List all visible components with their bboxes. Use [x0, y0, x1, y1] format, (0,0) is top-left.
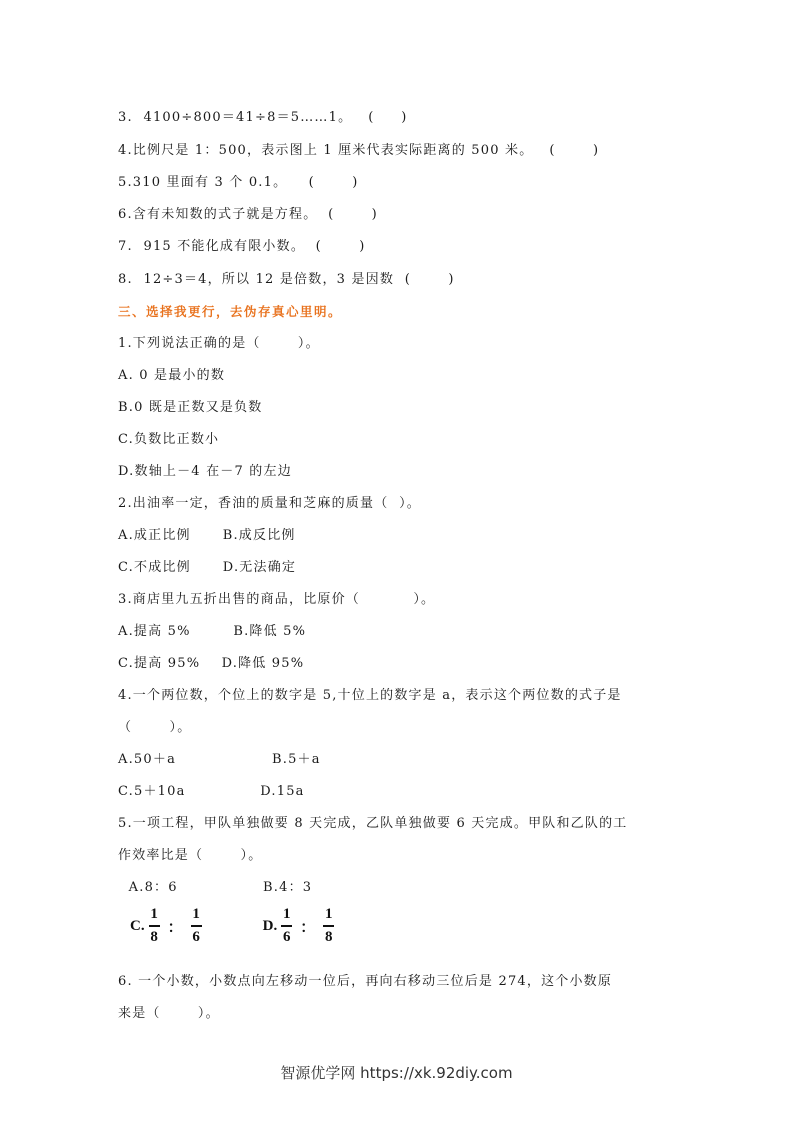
question-1: 1.下列说法正确的是（ ）。 — [118, 336, 320, 351]
ratio-colon: ： — [167, 919, 183, 936]
q5-d-denominator-1: 6 — [282, 929, 291, 945]
q5-option-c-label: C. — [130, 917, 145, 934]
fraction-bar — [323, 925, 334, 927]
question-4-line2: （ ）。 — [118, 720, 192, 735]
q5-c-denominator-1: 8 — [150, 929, 158, 945]
section-title: 三、选择我更行，去伪存真心里明。 — [118, 304, 343, 319]
q5-option-d-label: D. — [262, 917, 278, 934]
q5-d-denominator-2: 8 — [324, 929, 333, 945]
fraction-bar — [149, 925, 160, 927]
judgement-item-7: 7. 915 不能化成有限小数。 ( ) — [118, 239, 366, 254]
q1-option-b: B.0 既是正数又是负数 — [118, 400, 263, 415]
q4-options-ab: A.50＋a B.5＋a — [118, 752, 321, 767]
q1-option-a: A. 0 是最小的数 — [118, 368, 226, 383]
q5-d-numerator-1: 1 — [282, 906, 291, 922]
q2-options-cd: C.不成比例 D.无法确定 — [118, 560, 297, 575]
q5-c-denominator-2: 6 — [192, 929, 200, 945]
judgement-item-3: 3. 4100÷800＝41÷8＝5……1。 ( ) — [118, 110, 408, 125]
question-5-line1: 5.一项工程，甲队单独做要 8 天完成，乙队单独做要 6 天完成。甲队和乙队的工 — [118, 816, 628, 831]
q3-options-cd: C.提高 95% D.降低 95% — [118, 656, 305, 671]
question-6-line1: 6. 一个小数，小数点向左移动一位后，再向右移动三位后是 274，这个小数原 — [118, 974, 613, 989]
q5-d-fraction-2 — [323, 906, 334, 946]
question-5-line2: 作效率比是（ ）。 — [118, 848, 263, 863]
judgement-item-5: 5.310 里面有 3 个 0.1。 ( ) — [118, 175, 359, 190]
q3-options-ab: A.提高 5% B.降低 5% — [118, 624, 307, 639]
q5-d-numerator-2: 1 — [324, 906, 333, 922]
judgement-item-4: 4.比例尺是 1：500，表示图上 1 厘米代表实际距离的 500 米。 ( ) — [118, 143, 600, 158]
judgement-item-8: 8. 12÷3＝4，所以 12 是倍数，3 是因数 ( ) — [118, 272, 455, 287]
ratio-colon: ： — [300, 919, 316, 936]
judgement-item-6: 6.含有未知数的式子就是方程。 ( ) — [118, 207, 378, 222]
question-3: 3.商店里九五折出售的商品，比原价（ ）。 — [118, 592, 436, 607]
q1-option-d: D.数轴上－4 在－7 的左边 — [118, 464, 292, 479]
question-6-line2: 来是（ ）。 — [118, 1006, 220, 1021]
q5-c-numerator-2: 1 — [192, 906, 200, 922]
fraction-bar — [191, 925, 202, 927]
q5-c-fraction-1 — [149, 906, 160, 946]
q5-c-fraction-2 — [191, 906, 202, 946]
fraction-bar — [281, 925, 292, 927]
question-4-line1: 4.一个两位数，个位上的数字是 5,十位上的数字是 a，表示这个两位数的式子是 — [118, 688, 622, 703]
q5-options-ab: A.8：6 B.4：3 — [118, 880, 313, 895]
q5-c-numerator-1: 1 — [150, 906, 158, 922]
q4-options-cd: C.5＋10a D.15a — [118, 784, 305, 799]
q1-option-c: C.负数比正数小 — [118, 432, 220, 447]
footer-watermark: 智源优学网 https://xk.92diy.com — [280, 1064, 513, 1082]
q5-options-cd — [130, 904, 337, 948]
q2-options-ab: A.成正比例 B.成反比例 — [118, 528, 296, 543]
q5-d-fraction-1 — [281, 906, 292, 946]
question-2: 2.出油率一定，香油的质量和芝麻的质量（ ）。 — [118, 496, 421, 511]
